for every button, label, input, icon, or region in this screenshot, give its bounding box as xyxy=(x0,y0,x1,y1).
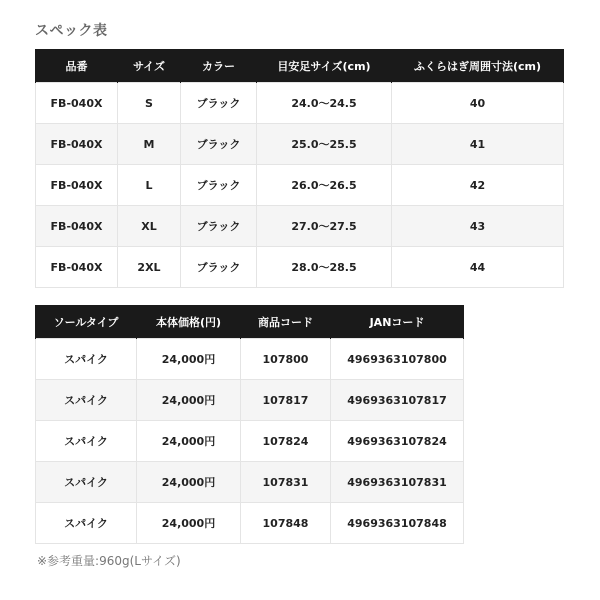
cell-size: M xyxy=(118,124,181,165)
header-size: サイズ xyxy=(118,49,181,83)
cell-color: ブラック xyxy=(181,124,257,165)
header-jan-code: JANコード xyxy=(331,305,464,339)
table-row xyxy=(36,380,464,421)
cell-jan-code: 4969363107800 xyxy=(331,339,464,380)
cell-part-number: FB-040X xyxy=(36,165,118,206)
table-row xyxy=(36,83,564,124)
cell-foot-size: 27.0〜27.5 xyxy=(257,206,392,247)
weight-note: ※参考重量:960g(Lサイズ) xyxy=(37,554,181,568)
cell-part-number: FB-040X xyxy=(36,83,118,124)
table-row xyxy=(36,462,464,503)
table-row xyxy=(36,421,464,462)
header-price: 本体価格(円) xyxy=(137,305,241,339)
table-row xyxy=(36,503,464,544)
price-code-table xyxy=(35,305,464,544)
cell-calf-size: 42 xyxy=(392,165,564,206)
cell-foot-size: 28.0〜28.5 xyxy=(257,247,392,288)
cell-sole-type: スパイク xyxy=(36,339,137,380)
header-part-number: 品番 xyxy=(36,49,118,83)
cell-product-code: 107824 xyxy=(241,421,331,462)
cell-size: L xyxy=(118,165,181,206)
cell-jan-code: 4969363107831 xyxy=(331,462,464,503)
cell-jan-code: 4969363107817 xyxy=(331,380,464,421)
table-header-row xyxy=(36,49,564,83)
cell-part-number: FB-040X xyxy=(36,247,118,288)
size-spec-table xyxy=(35,49,564,288)
cell-part-number: FB-040X xyxy=(36,206,118,247)
cell-color: ブラック xyxy=(181,247,257,288)
cell-foot-size: 25.0〜25.5 xyxy=(257,124,392,165)
cell-price: 24,000円 xyxy=(137,503,241,544)
cell-calf-size: 40 xyxy=(392,83,564,124)
cell-calf-size: 43 xyxy=(392,206,564,247)
table-row xyxy=(36,339,464,380)
cell-color: ブラック xyxy=(181,165,257,206)
cell-product-code: 107848 xyxy=(241,503,331,544)
table-row xyxy=(36,206,564,247)
cell-jan-code: 4969363107848 xyxy=(331,503,464,544)
cell-price: 24,000円 xyxy=(137,462,241,503)
cell-foot-size: 26.0〜26.5 xyxy=(257,165,392,206)
cell-foot-size: 24.0〜24.5 xyxy=(257,83,392,124)
cell-price: 24,000円 xyxy=(137,380,241,421)
cell-product-code: 107817 xyxy=(241,380,331,421)
cell-product-code: 107800 xyxy=(241,339,331,380)
cell-product-code: 107831 xyxy=(241,462,331,503)
cell-sole-type: スパイク xyxy=(36,380,137,421)
header-product-code: 商品コード xyxy=(241,305,331,339)
cell-jan-code: 4969363107824 xyxy=(331,421,464,462)
cell-size: 2XL xyxy=(118,247,181,288)
cell-sole-type: スパイク xyxy=(36,462,137,503)
cell-size: XL xyxy=(118,206,181,247)
cell-sole-type: スパイク xyxy=(36,421,137,462)
cell-price: 24,000円 xyxy=(137,339,241,380)
table-row xyxy=(36,124,564,165)
cell-sole-type: スパイク xyxy=(36,503,137,544)
header-color: カラー xyxy=(181,49,257,83)
table-header-row xyxy=(36,305,464,339)
cell-color: ブラック xyxy=(181,83,257,124)
cell-calf-size: 41 xyxy=(392,124,564,165)
table-row xyxy=(36,165,564,206)
cell-color: ブラック xyxy=(181,206,257,247)
cell-size: S xyxy=(118,83,181,124)
cell-calf-size: 44 xyxy=(392,247,564,288)
table-row xyxy=(36,247,564,288)
section-title: スペック表 xyxy=(35,23,108,39)
header-foot-size: 目安足サイズ(cm) xyxy=(257,49,392,83)
header-calf-size: ふくらはぎ周囲寸法(cm) xyxy=(392,49,564,83)
header-sole-type: ソールタイプ xyxy=(36,305,137,339)
cell-price: 24,000円 xyxy=(137,421,241,462)
cell-part-number: FB-040X xyxy=(36,124,118,165)
